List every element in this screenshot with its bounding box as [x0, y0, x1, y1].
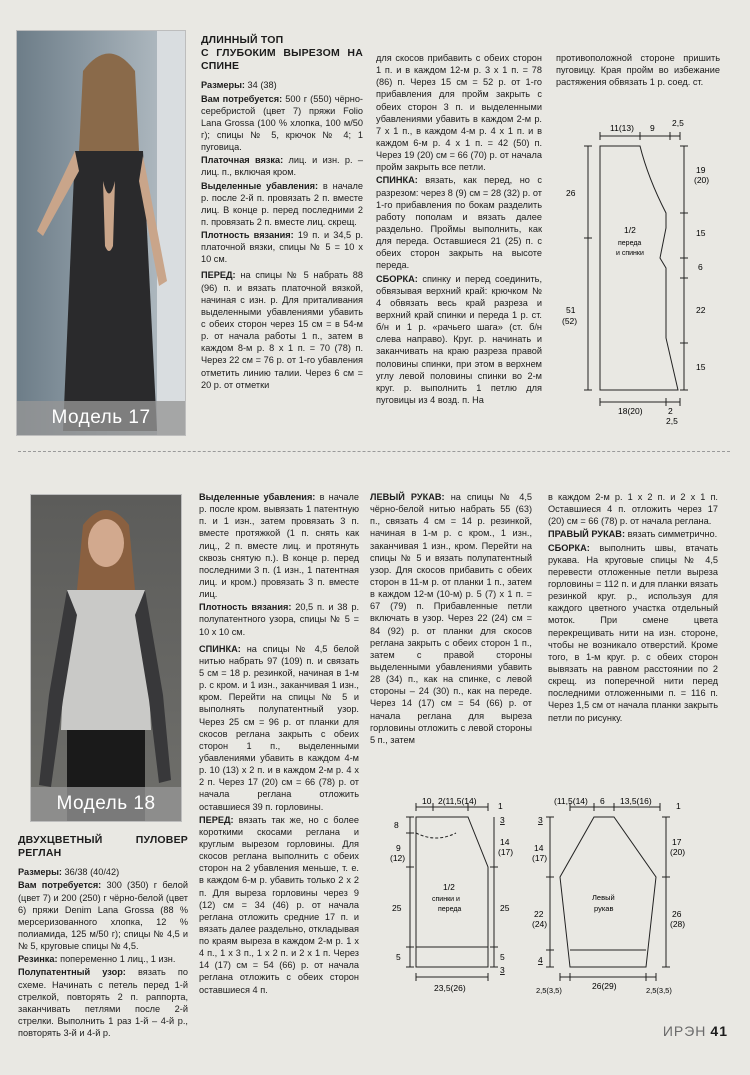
- dim-top-11: (11,5(14): [554, 796, 588, 806]
- dim-right-15a: 15: [696, 228, 706, 238]
- paragraph: в каждом 2-м р. 1 х 2 п. и 2 х 1 п. Оставшиеся 4 п. отложить через 17 (20) см = 66 (78) р. от начала реглана.: [548, 492, 718, 527]
- dim-top-6: 6: [600, 796, 605, 806]
- dim-bottom-18: 18(20): [618, 406, 643, 416]
- dim-right-26: 26: [672, 909, 682, 919]
- dim-left-8: 8: [394, 820, 399, 830]
- dim-top-mid: 9: [650, 123, 655, 133]
- model-17-title-line-1: ДЛИННЫЙ ТОП: [201, 34, 284, 46]
- dim-right-5: 5: [500, 952, 505, 962]
- dim-bottom-width: 23,5(26): [434, 983, 466, 993]
- piece-label-2: переда: [618, 240, 642, 247]
- paragraph: противоположной стороне пришить пуговицу. Края пройм во избежание растяжения обвязать 1 р. соед. ст.: [556, 53, 720, 88]
- paragraph: ПРАВЫЙ РУКАВ: вязать симметрично.: [548, 529, 718, 540]
- model-18-label: Модель 18: [31, 787, 181, 821]
- dim-bottom-2: 2: [668, 406, 673, 416]
- piece-label-2: спинки и: [432, 896, 460, 903]
- section-divider: [18, 451, 730, 452]
- dim-left-3: 3: [538, 815, 543, 825]
- dim-top-left: 11(13): [610, 123, 634, 133]
- piece-label-2: рукав: [594, 904, 614, 913]
- paragraph: СБОРКА: выполнить швы, втачать рукава. На круговые спицы № 4,5 перевести отложенные петли выреза горловины = 112 п. и для планки вязать резинкой круг. р., используя для каждого цветного участка отдельный моток. При смене цвета перекрещивать нити на изн. стороне, чтобы не возникало отверстий. Кроме того, в 1-м круг. р. с обеих сторон вывязать на равном расстоянии по 2 скрещ. из поперечной нити перед последними отложенными п. = 116 п. Через 1,5 см от начала планки закрыть петли по рисунку.: [548, 542, 718, 723]
- paragraph: Резинка: попеременно 1 лиц., 1 изн.: [18, 954, 176, 965]
- dim-3-top: 3: [500, 815, 505, 825]
- model-17-photo: [16, 30, 186, 436]
- paragraph: Полупатентный узор: вязать по схеме. Начинать с петель перед 1-й стрелкой, повторять 2 п. раппорта, заканчивать петлями после 2-й стрелки. Выполнить 1 раз 1-й – 4-й р., повторять 3-й и 4-й р.: [18, 967, 188, 1039]
- dim-top-1: 1: [498, 801, 503, 811]
- model-17-column-2: [376, 52, 542, 407]
- paragraph: для скосов прибавить с обеих сторон 1 п. и в каждом 12-м р. 3 х 1 п. = 78 (86) п. Через 15 см = 52 р. от 1-го прибавления для пройм закрыть с обеих сторон 3 п. и выделенными убавлениями убавить в каждом 2-м р. 7 х 1 п., в каждом 4-м р. 4 х 1 п. и в каждом 6-м р. 4 х 1 п. = 42 (50) п. Через 19 (20) см = 66 (70) р. от начала пройм закрыть все петли.: [376, 53, 542, 173]
- dim-left-25: 25: [392, 903, 402, 913]
- dim-left-5: 5: [396, 952, 401, 962]
- dim-top-1: 1: [676, 801, 681, 811]
- paragraph: Выделенные убавления: в начале р. после кром. вывязать 1 патентную п. и 1 изн., затем провязать 3 п. вместе протяжкой (1 п. снять как лиц., 2 п. вместе лиц. и протянуть сквозь снятую п.). В конце р. перед последними 3 п. (1 изн., 1 патентная лиц. и кром.) провязать 3 п. вместе лиц.: [199, 492, 360, 600]
- dim-left-24: (24): [532, 919, 548, 929]
- piece-label-3: переда: [438, 906, 462, 913]
- model-17-title-line-2: С ГЛУБОКИМ ВЫРЕЗОМ НА СПИНЕ: [201, 47, 363, 73]
- paragraph: СБОРКА: спинку и перед соединить, обвязывая верхний край: крючком № 4 обвязать весь край разреза и верхний край спинки и переда 1 р. ст. б/н и 1 р. «рачьего шага» (ст. б/н слева направо). Круг. р. начинать и заканчивать на краю разреза правой половины спинки, при этом в верхнем углу левой половины спинки во 2-м круг. р. выполнить 1 петлю для пуговицы из 4 возд. п. На: [376, 273, 542, 405]
- paragraph: Выделенные убавления: в начале р. после 2-й п. провязать 2 п. вместе лиц. В конце р. перед последними 2 п. провязать 2 п. вместе лиц. скрещ.: [201, 180, 363, 227]
- paragraph: Вам потребуется: 500 г (550) чёрно-серебристой (цвет 7) пряжи Folio Lana Grossa (100 % хлопка, 100 м/50 г); спицы № 5, крючок № 4; 1 пуговица.: [201, 93, 363, 153]
- model-18-title: ДВУХЦВЕТНЫЙ ПУЛОВЕР РЕГЛАН: [18, 834, 188, 860]
- model-17-title: [201, 34, 363, 73]
- dim-left-14: 14: [534, 843, 544, 853]
- model-18-body-schematic: [388, 795, 528, 1000]
- magazine-brand: ИРЭН: [662, 1023, 707, 1039]
- dim-right-17: 17: [672, 837, 682, 847]
- dim-left-12: (12): [390, 853, 406, 863]
- paragraph: ПЕРЕД: вязать так же, но с более короткими скосами реглана и круглым вырезом горловины. Для скосов реглана выполнить с обеих сторон на 2 убавления меньше, т. е. в каждом 6-м р. убавить только 2 х 2 п. Для выреза горловины через 9 (12) см = 34 (46) р. от начала реглана отложить средние 17 п. и вязать далее раздельно, откладывая по краям выреза в каждом 2-м р. 1 х 4 п., 1 х 3 п., 1 х 2 п. и 2 х 1 п. Через 14 (17) см = 54 (66) р. от начала реглана отложить с обеих сторон оставшиеся 4 п.: [199, 814, 359, 995]
- dim-bottom-mid: 26(29): [592, 981, 617, 991]
- dim-top-13: 13,5(16): [620, 796, 652, 806]
- dim-right-22: 22: [696, 305, 706, 315]
- model-18-column-1: [199, 491, 359, 997]
- dim-right-19b: (20): [694, 175, 710, 185]
- piece-label-1: Левый: [592, 893, 615, 902]
- dim-bottom-right: 2,5(3,5): [646, 986, 672, 995]
- model-18-column-3: [548, 491, 718, 725]
- paragraph: ЛЕВЫЙ РУКАВ: на спицы № 4,5 чёрно-белой нитью набрать 55 (63) п., связать 4 см = 14 р. резинкой, начиная в 1-м р. с кром., 1 изн., заканчивая 1 изн., кром. Перейти на спицы № 5 и вязать полупатентный узор. Для скосов прибавить с обеих сторон в 11-м р. от планки 1 п., затем в каждом 12-м (10-м) р. 5 (7) х 1 п. = 67 (79) п. Прибавленные петли включать в узор. Через 22 (24) см = 84 (92) р. от планки для скосов реглана закрыть с обеих сторон 1 п., затем с правой стороны выделенными убавлениями убавить 28 (34) п., как на спинке, с левой стороны – 24 (30) п., как на переде. Через 14 (17) см = 54 (66) р. от начала реглана для выреза горловины отложить с левой стороны 5 п., затем: [370, 492, 532, 745]
- page-footer: [663, 1023, 728, 1039]
- model-17-column-1: [201, 34, 363, 392]
- dim-right-20: (20): [670, 847, 686, 857]
- dim-right-14: 14: [500, 837, 510, 847]
- dim-top-10: 10: [422, 796, 432, 806]
- dim-right-15b: 15: [696, 362, 706, 372]
- dim-right-17: (17): [498, 847, 514, 857]
- dim-left-4: 4: [538, 955, 543, 965]
- model-17-schematic: [556, 118, 726, 428]
- paragraph: Размеры: 36/38 (40/42): [18, 867, 120, 878]
- piece-label-1: 1/2: [624, 225, 636, 235]
- dim-left-52: (52): [562, 316, 578, 326]
- paragraph: Плотность вязания: 19 п. и 34,5 р. платочной вязки, спицы № 5 = 10 х 10 см.: [201, 230, 363, 265]
- dim-left-51: 51: [566, 305, 576, 315]
- dim-left-26: 26: [566, 188, 576, 198]
- dim-top-2: 2(11,5(14): [438, 796, 477, 806]
- dim-left-22: 22: [534, 909, 544, 919]
- model-18-photo: [30, 494, 182, 822]
- dim-top-right: 2,5: [672, 118, 684, 128]
- dim-right-25: 25: [500, 903, 510, 913]
- dim-right-19: 19: [696, 165, 706, 175]
- paragraph: ПЕРЕД: на спицы № 5 набрать 88 (96) п. и вязать платочной вязкой, начиная с изн. р. Для приталивания выделенными убавлениями убавить с обеих сторон через 15 см = в 54-м р. от начала работы 1 п., затем в каждом 8-м р. 8 х 1 п. = 70 (78) п. Через 22 см = 76 р. от 1-го убавления отметить линию талии. Через 6 см = 20 р. от отметки: [201, 270, 363, 390]
- paragraph: СПИНКА: вязать, как перед, но с разрезом: через 8 (9) см = 28 (32) р. от 1-го прибавления по бокам разделить работу пополам и вязать далее раздельно. Проймы выполнить, как для переда. Оставшиеся 21 (25) п. с обеих сторон закрыть на высоте переда.: [376, 175, 542, 271]
- dim-left-9: 9: [396, 843, 401, 853]
- model-17-column-3: [556, 52, 720, 89]
- piece-label-1: 1/2: [443, 882, 455, 892]
- dim-bottom-25: 2,5: [666, 416, 678, 426]
- model-17-figure: [17, 31, 185, 435]
- dim-bottom-left: 2,5(3,5): [536, 986, 562, 995]
- piece-label-3: и спинки: [616, 250, 644, 257]
- paragraph: Плотность вязания: 20,5 п. и 38 р. полупатентного узора, спицы № 5 = 10 х 10 см.: [199, 602, 359, 637]
- model-18-column-0: [18, 834, 188, 1040]
- model-18-figure: [31, 495, 181, 821]
- page-number: 41: [710, 1023, 728, 1039]
- paragraph: Платочная вязка: лиц. и изн. р. – лиц. п., включая кром.: [201, 155, 363, 178]
- paragraph: Размеры: 34 (38): [201, 80, 277, 91]
- model-18-column-2: [370, 491, 532, 747]
- model-17-label: Модель 17: [17, 401, 185, 435]
- dim-left-17: (17): [532, 853, 548, 863]
- paragraph: СПИНКА: на спицы № 4,5 белой нитью набрать 97 (109) п. и связать 5 см = 18 р. резинкой, начиная в 1-м р. с кром. и 1 изн., заканчивая 1 изн., кром. Перейти на спицы № 5 и выполнять полупатентный узор. Через 25 см = 96 р. от планки для скосов реглана закрыть с обеих сторон 1 п., выделенными убавлениями убавить в каждом 4-м р. 10 (13) х 2 п. и в каждом 2-м р. 4 х 2 п. Через 17 (20) см = 66 (78) р. от начала реглана отложить оставшиеся 39 п. горловины.: [199, 643, 359, 812]
- paragraph: Вам потребуется: 300 (350) г белой (цвет 7) и 200 (250) г чёрно-белой (цвет 6) пряжи Denim Lana Grossa (88 % мерсеризованного хлопка, 12 % полиамида, 125 м/50 г); спицы № 4,5 и № 5, круговые спицы № 4,5.: [18, 880, 188, 952]
- dim-3-bottom: 3: [500, 965, 505, 975]
- dim-right-6: 6: [698, 262, 703, 272]
- model-18-sleeve-schematic: [530, 795, 695, 1000]
- dim-right-28: (28): [670, 919, 686, 929]
